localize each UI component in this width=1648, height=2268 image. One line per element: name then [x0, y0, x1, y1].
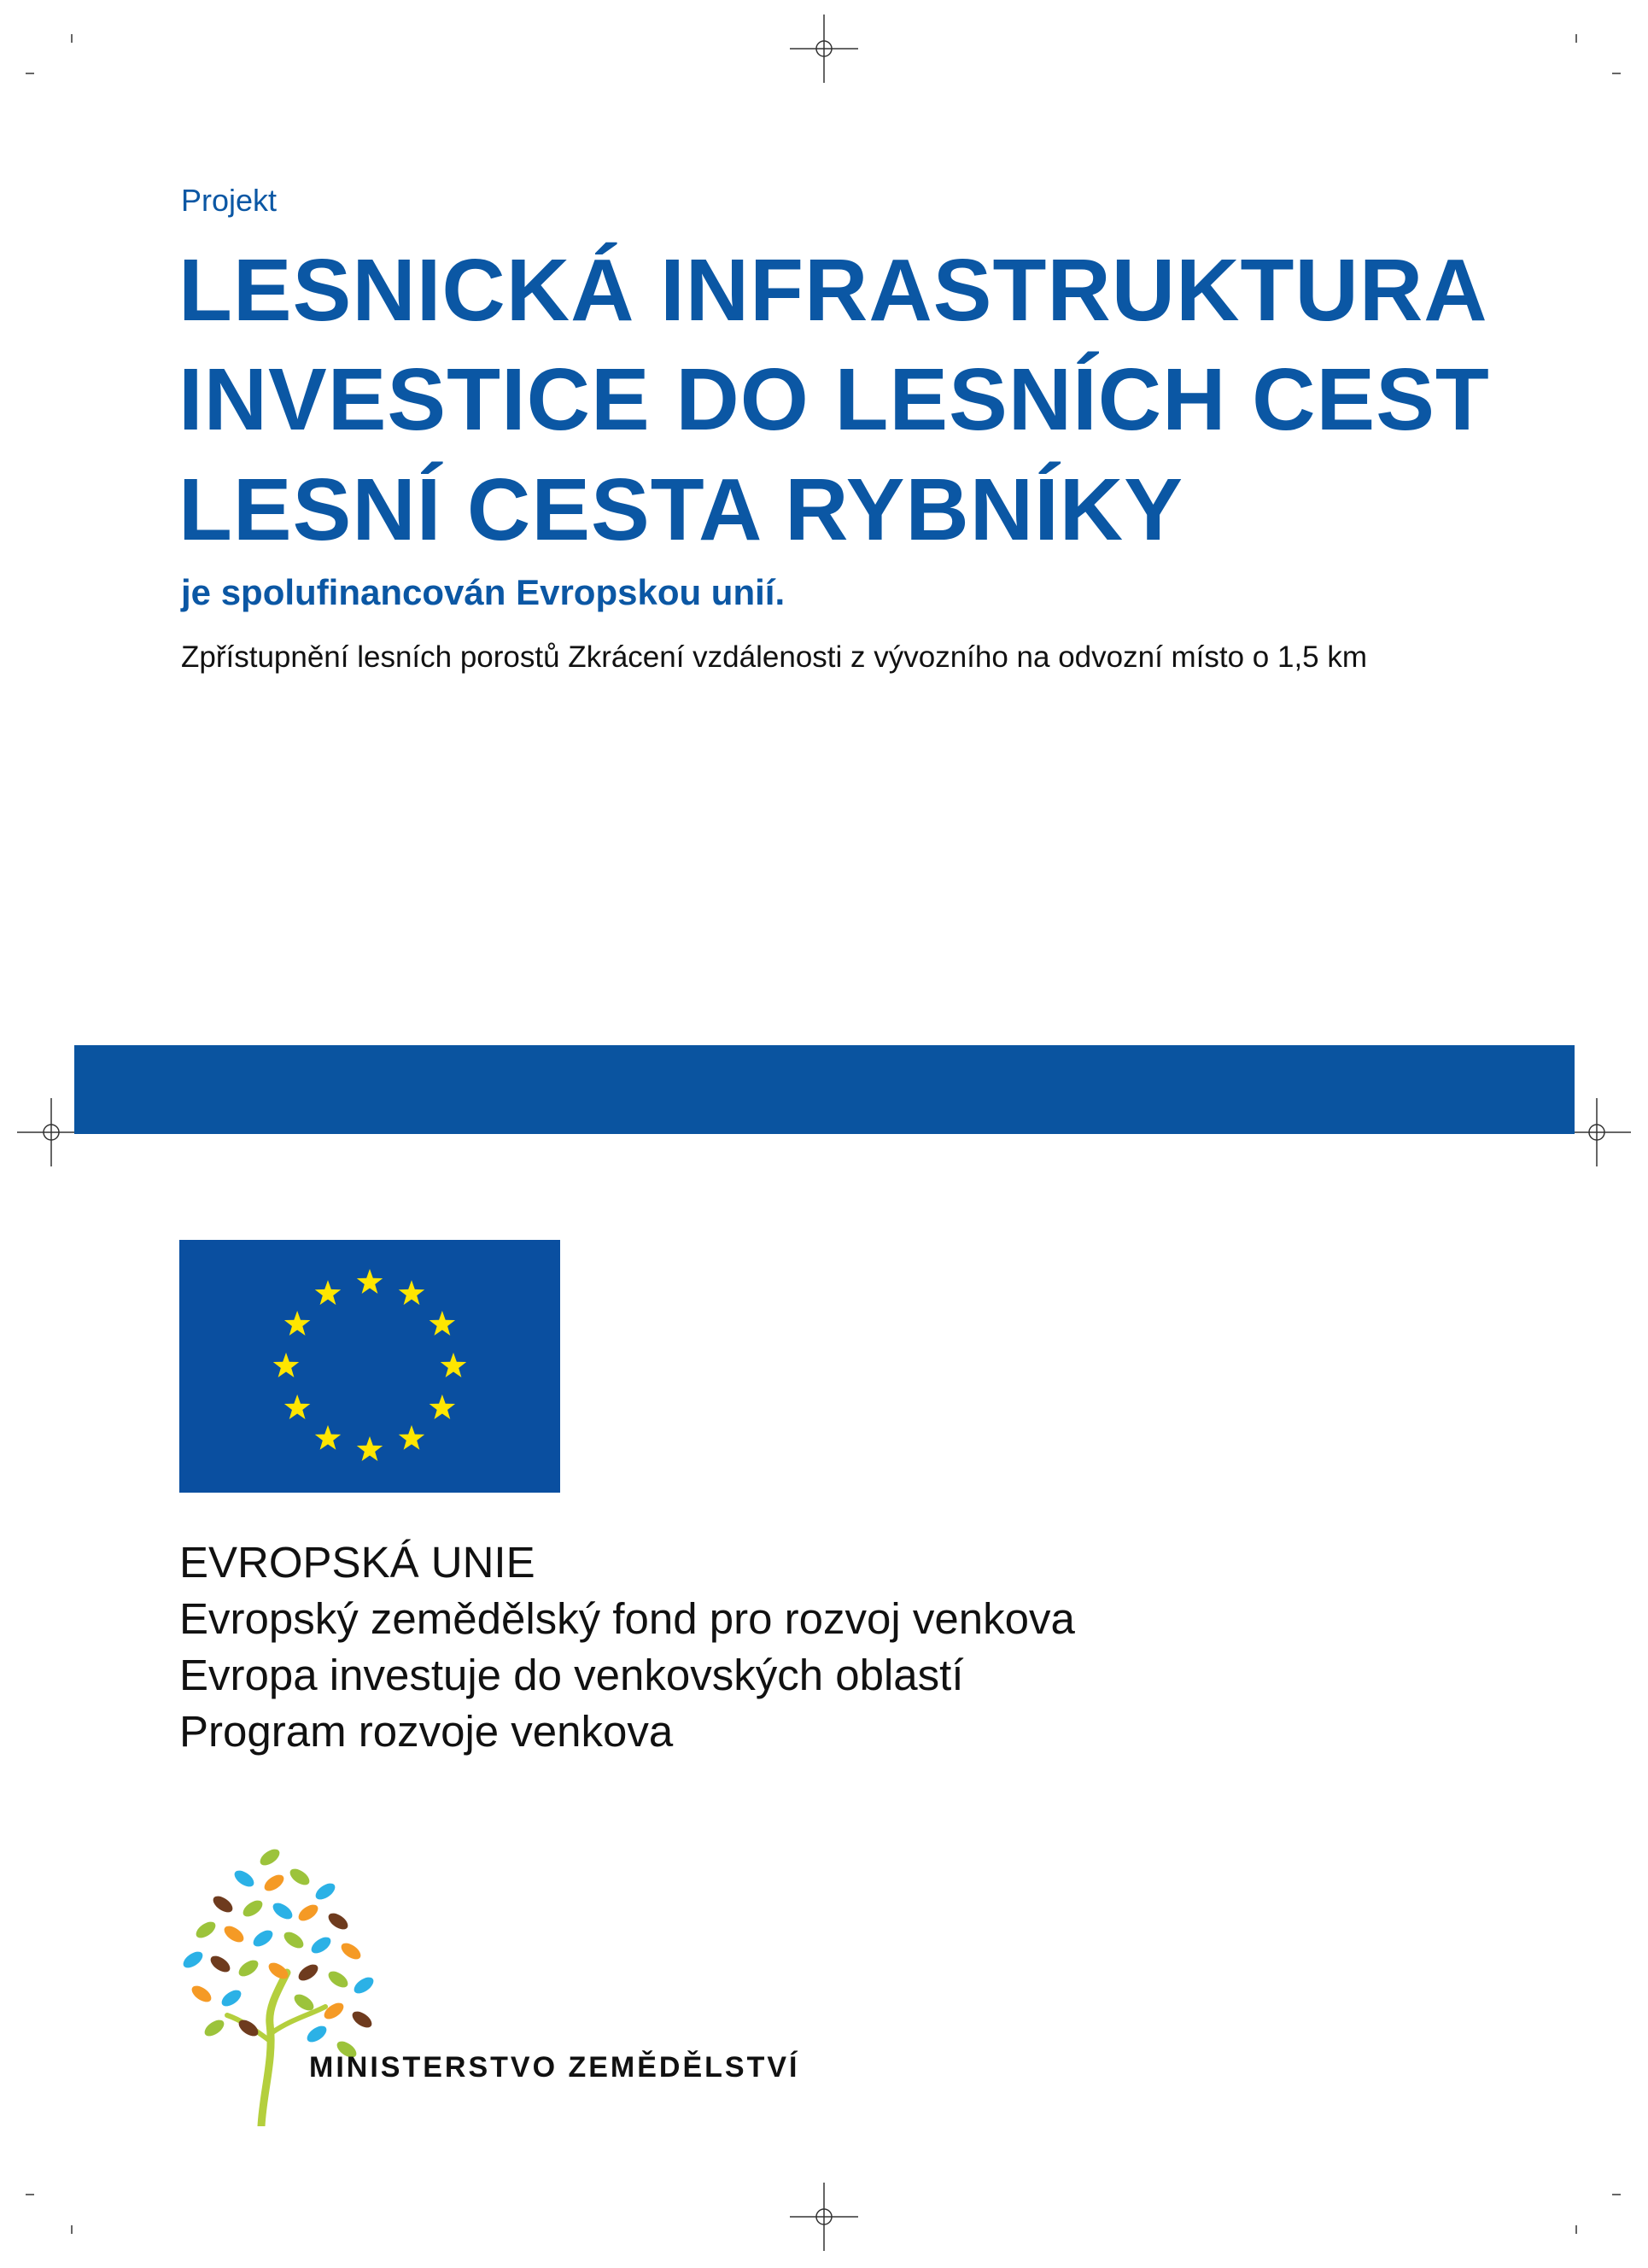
- eu-name: EVROPSKÁ UNIE: [179, 1538, 535, 1587]
- tree-leaf-icon: [325, 1910, 350, 1932]
- project-label: Projekt: [181, 183, 278, 218]
- tree-leaf-icon: [308, 1934, 333, 1956]
- tree-leaf-icon: [287, 1866, 312, 1888]
- eu-fund-name: Evropský zemědělský fond pro rozvoj venkova: [179, 1594, 1075, 1643]
- blue-band: [74, 1045, 1575, 1134]
- tree-leaf-icon: [321, 2000, 346, 2022]
- tree-leaf-icon: [231, 1868, 256, 1890]
- tree-leaf-icon: [236, 1957, 260, 1979]
- tree-leaf-icon: [325, 1968, 350, 1990]
- crop-mark-bottom-right: [1571, 2183, 1622, 2234]
- tree-leaf-icon: [349, 2008, 374, 2031]
- tree-leaf-icon: [221, 1923, 246, 1945]
- title-line-2: INVESTICE DO LESNÍCH CEST: [178, 350, 1490, 448]
- crop-mark-top-right: [1571, 34, 1622, 85]
- tree-leaf-icon: [313, 1880, 337, 1903]
- project-description: Zpřístupnění lesních porostů Zkrácení vzdálenosti z vývozního na odvozní místo o 1,5 km: [181, 640, 1368, 674]
- tree-leaf-icon: [270, 1900, 295, 1922]
- title-line-1: LESNICKÁ INFRASTRUKTURA: [178, 241, 1488, 339]
- tree-leaf-icon: [219, 1987, 243, 2009]
- tree-leaf-icon: [207, 1953, 232, 1975]
- ministry-name: MINISTERSTVO ZEMĚDĚLSTVÍ: [309, 2051, 800, 2084]
- tree-leaf-icon: [210, 1893, 235, 1915]
- crop-mark-top-left: [26, 34, 77, 85]
- tree-leaf-icon: [202, 2017, 226, 2039]
- tree-leaf-icon: [304, 2023, 329, 2045]
- tree-leaf-icon: [261, 1872, 286, 1894]
- tree-leaf-icon: [257, 1846, 282, 1868]
- tree-leaf-icon: [240, 1897, 265, 1920]
- title-line-3: LESNÍ CESTA RYBNÍKY: [178, 460, 1183, 558]
- tree-leaf-icon: [295, 1902, 320, 1924]
- tree-leaf-icon: [351, 1974, 376, 1996]
- cofinancing-statement: je spolufinancován Evropskou unií.: [181, 572, 786, 612]
- tree-leaf-icon: [180, 1949, 205, 1971]
- registration-mark-bottom: [773, 2166, 875, 2268]
- registration-mark-top: [773, 0, 875, 100]
- tree-leaf-icon: [189, 1983, 213, 2005]
- eu-flag-icon: [179, 1240, 560, 1493]
- tree-leaf-icon: [250, 1927, 275, 1949]
- eu-program-name: Program rozvoje venkova: [179, 1707, 674, 1756]
- tree-leaf-icon: [281, 1929, 306, 1951]
- tree-leaf-icon: [193, 1919, 218, 1941]
- tree-leaf-icon: [295, 1961, 320, 1984]
- crop-mark-bottom-left: [26, 2183, 77, 2234]
- eu-slogan: Evropa investuje do venkovských oblastí: [179, 1651, 964, 1699]
- tree-leaf-icon: [338, 1940, 363, 1962]
